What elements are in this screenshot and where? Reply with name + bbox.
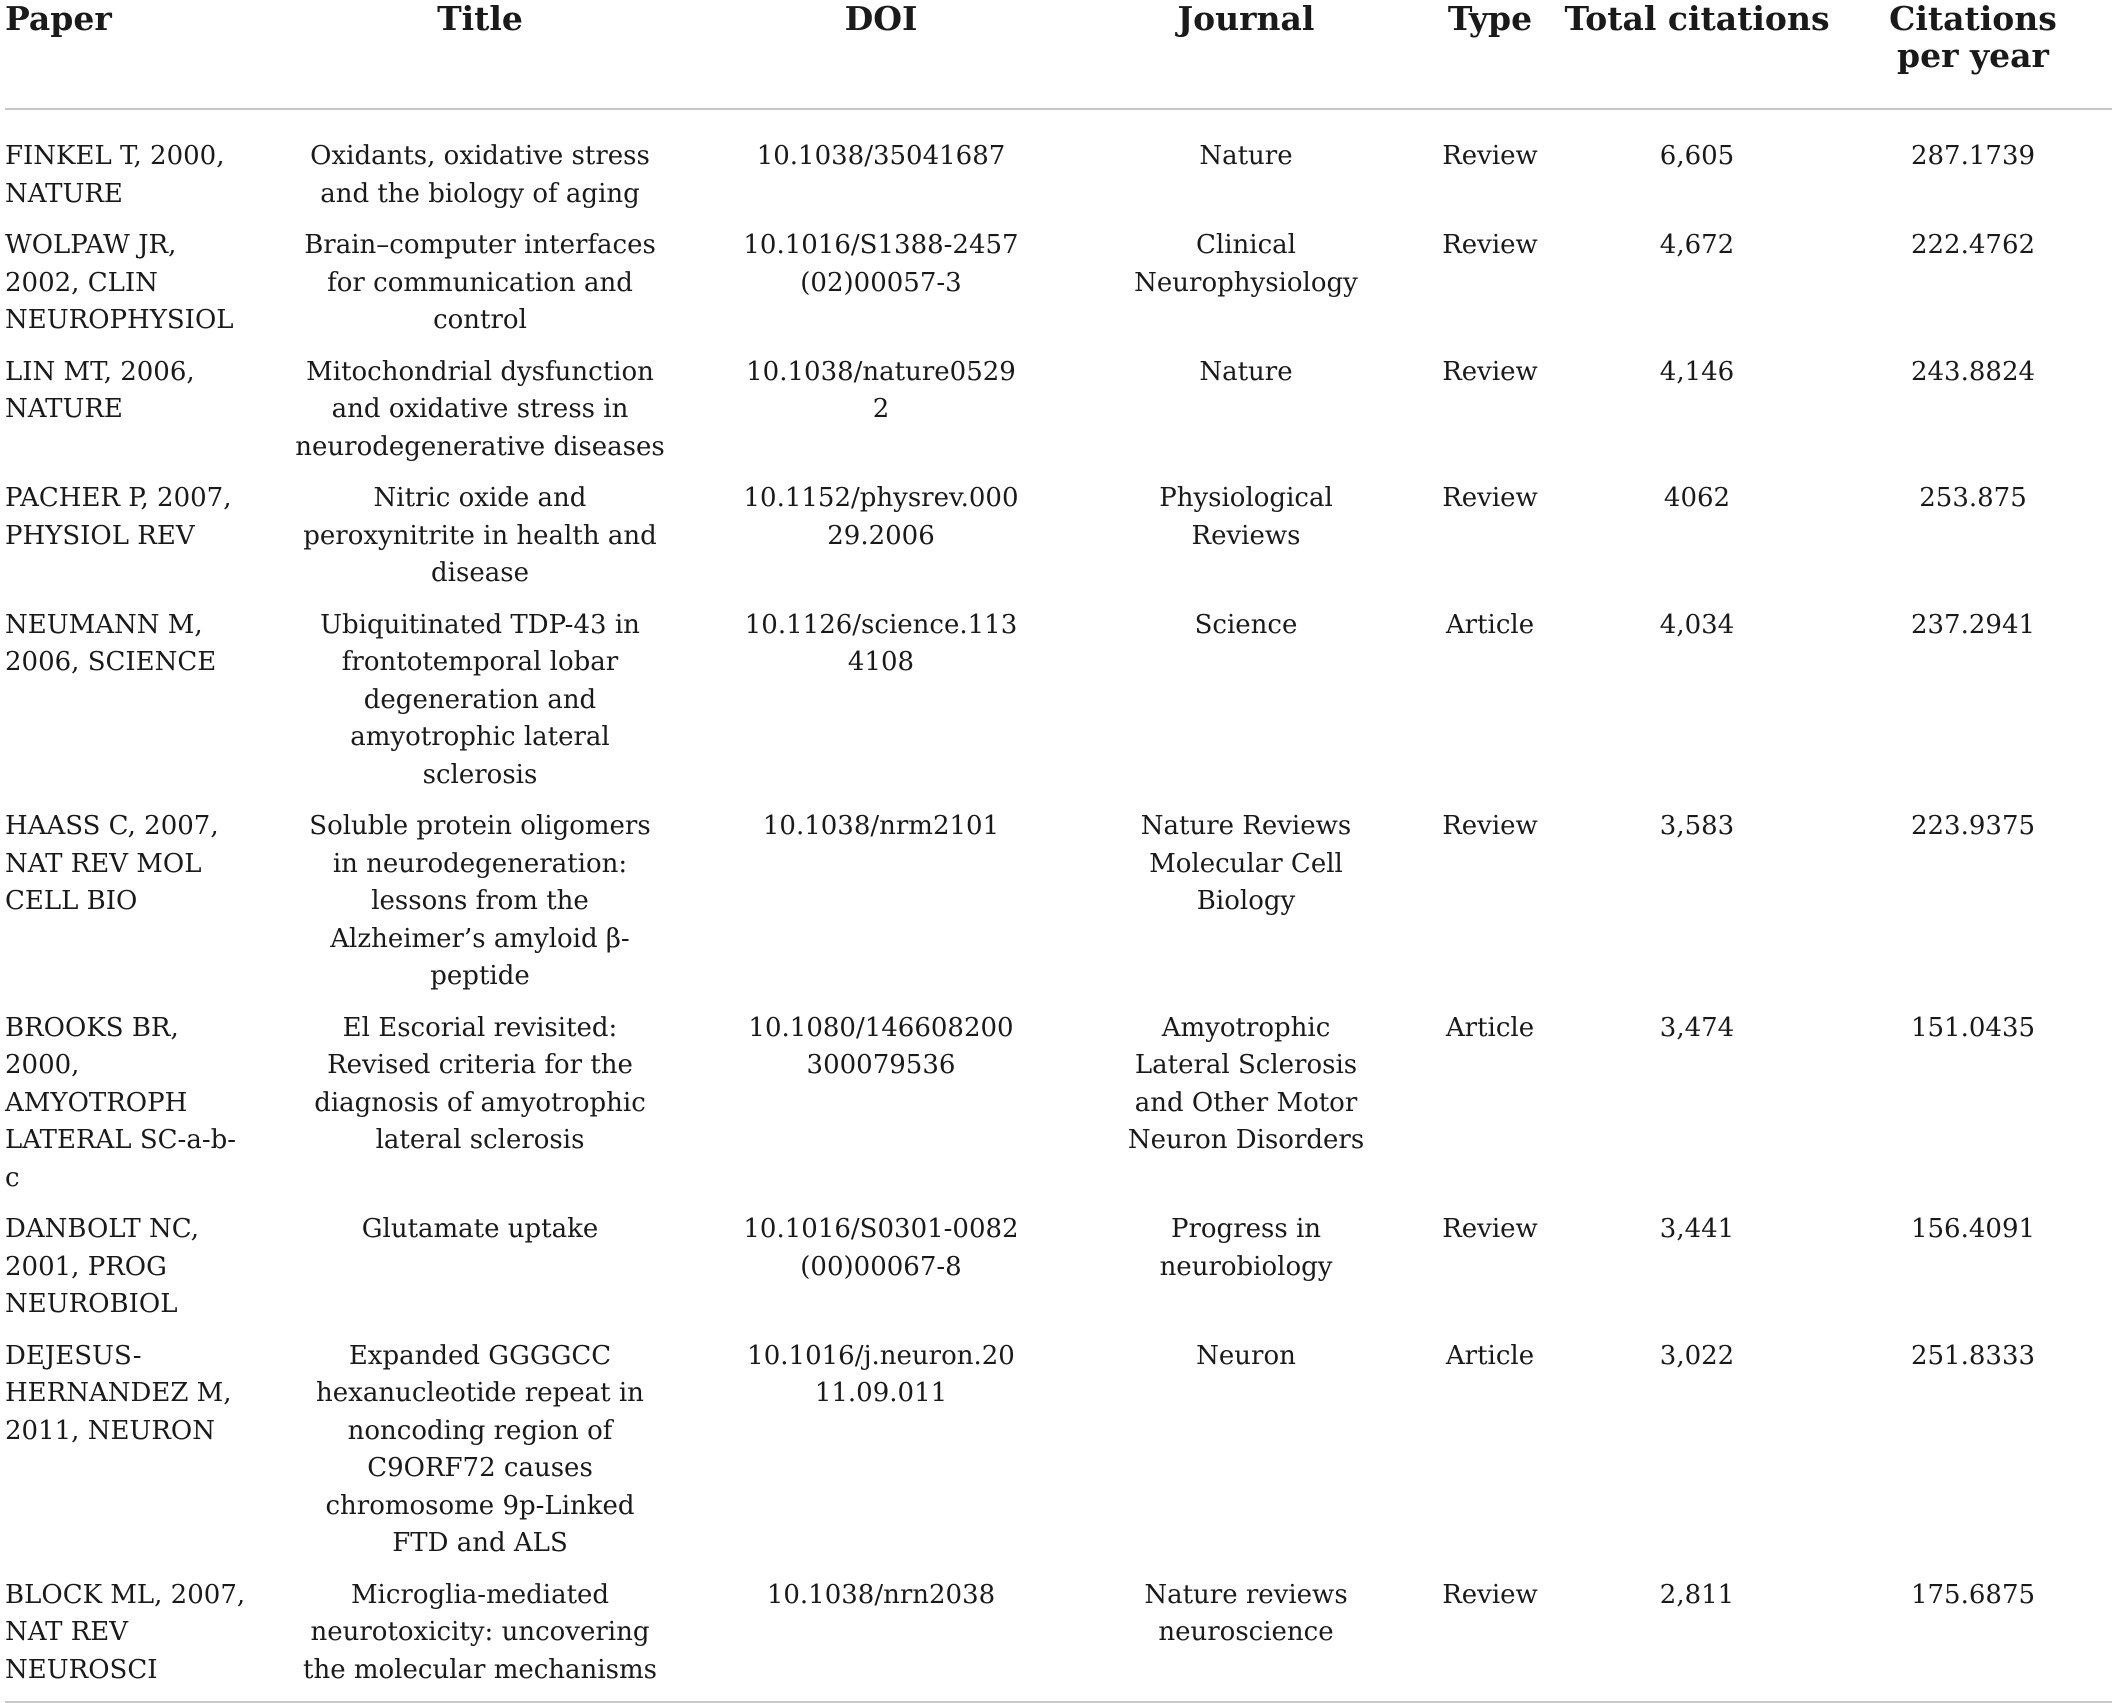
cell-title (270, 1577, 690, 1702)
cell-doi-text: 10.1016/S0301-0082(00)00067-8 (743, 1214, 1019, 1282)
cell-citations-per-year-text: 243.8824 (1910, 356, 2036, 387)
cell-total-citations (1560, 354, 1834, 481)
cell-citations-per-year-text: 223.9375 (1910, 811, 2036, 841)
cell-citations-per-year-text: 222.4762 (1910, 230, 2036, 260)
cell-journal-text: Nature (1199, 141, 1293, 171)
cell-paper-text: DANBOLT NC, 2001, PROG NEUROBIOL (5, 1214, 200, 1319)
cell-title (270, 480, 690, 607)
cell-journal (1072, 1577, 1420, 1702)
cell-citations-per-year-text: 253.875 (1919, 483, 2027, 513)
cell-type-text: Article (1445, 609, 1535, 640)
cell-total-citations-text: 3,022 (1659, 1340, 1735, 1371)
cell-journal-text: Nature Reviews Molecular Cell Biology (1140, 811, 1352, 916)
cell-total-citations (1560, 1010, 1834, 1212)
cell-doi (690, 354, 1072, 481)
cell-type (1420, 1010, 1560, 1212)
cell-doi-text: 10.1152/physrev.00029.2006 (743, 483, 1019, 551)
cell-doi (690, 480, 1072, 607)
table-row (5, 1010, 2112, 1212)
cell-total-citations-text: 4,672 (1659, 230, 1735, 260)
cell-total-citations-text: 4,146 (1659, 356, 1735, 387)
cell-total-citations-text: 4,034 (1659, 609, 1735, 640)
cell-title-text: Ubiquitinated TDP-43 in frontotemporal lobar degeneration and amyotrophic lateral sclerosis (320, 609, 640, 790)
cell-type (1420, 480, 1560, 607)
cell-type-text: Review (1442, 356, 1538, 387)
table-row (5, 1211, 2112, 1338)
cell-doi (690, 227, 1072, 354)
cell-citations-per-year (1834, 1577, 2112, 1702)
cell-journal (1072, 109, 1420, 227)
cell-type (1420, 227, 1560, 354)
table-row (5, 109, 2112, 227)
cell-title-text: Mitochondrial dysfunction and oxidative stress in neurodegenerative diseases (295, 356, 665, 462)
cell-type (1420, 109, 1560, 227)
header-total-citations: Total citations (1560, 0, 1834, 109)
cell-journal-text: Nature reviews neuroscience (1144, 1579, 1348, 1647)
table-row (5, 480, 2112, 607)
cell-doi (690, 1211, 1072, 1338)
cell-type (1420, 1577, 1560, 1702)
cell-total-citations (1560, 808, 1834, 1010)
cell-paper (5, 1577, 270, 1702)
cell-doi (690, 607, 1072, 809)
cell-title (270, 227, 690, 354)
cell-total-citations-text: 3,441 (1659, 1214, 1735, 1244)
cell-citations-per-year (1834, 480, 2112, 607)
header-citations-per-year (1834, 0, 2112, 109)
cell-paper-text: WOLPAW JR, 2002, CLIN NEUROPHYSIOL (5, 230, 234, 335)
cell-total-citations-text: 3,474 (1659, 1012, 1735, 1043)
cell-paper-text: BROOKS BR, 2000, AMYOTROPH LATERAL SC-a-b-c (5, 1012, 237, 1193)
cell-total-citations-text: 4062 (1663, 483, 1731, 513)
cell-type-text: Review (1442, 811, 1538, 841)
cell-doi-text: 10.1038/nrn2038 (766, 1579, 996, 1610)
cell-title-text: Expanded GGGGCC hexanucleotide repeat in noncoding region of C9ORF72 causes chromosome 9p-Linked FTD and ALS (316, 1340, 644, 1558)
cell-paper (5, 1211, 270, 1338)
table-row (5, 354, 2112, 481)
cell-journal-text: Nature (1199, 356, 1293, 387)
cell-total-citations (1560, 109, 1834, 227)
cell-paper (5, 354, 270, 481)
table-row (5, 227, 2112, 354)
cell-paper-text: NEUMANN M, 2006, SCIENCE (5, 609, 217, 677)
cell-doi (690, 1010, 1072, 1212)
cell-type-text: Article (1445, 1012, 1535, 1043)
cell-paper (5, 480, 270, 607)
cell-type (1420, 1211, 1560, 1338)
cell-type-text: Article (1445, 1340, 1535, 1371)
cell-paper (5, 1010, 270, 1212)
cell-journal (1072, 1010, 1420, 1212)
table-row (5, 1577, 2112, 1702)
cell-type (1420, 1338, 1560, 1577)
cell-journal (1072, 1211, 1420, 1338)
cell-paper-text: LIN MT, 2006, NATURE (5, 356, 195, 424)
cell-title (270, 607, 690, 809)
cell-doi-text: 10.1016/j.neuron.2011.09.011 (747, 1340, 1015, 1408)
table-header (5, 0, 2112, 109)
cell-title-text: El Escorial revisited: Revised criteria for the diagnosis of amyotrophic lateral sclerosis (314, 1012, 646, 1155)
cell-doi-text: 10.1080/146608200300079536 (748, 1012, 1014, 1080)
cell-title-text: Brain–computer interfaces for communication and control (304, 230, 656, 335)
cell-journal-text: Physiological Reviews (1159, 483, 1333, 551)
table-row (5, 808, 2112, 1010)
cell-journal (1072, 607, 1420, 809)
cell-citations-per-year-text: 175.6875 (1910, 1579, 2036, 1610)
cell-total-citations-text: 6,605 (1659, 141, 1735, 171)
table-row (5, 607, 2112, 809)
header-row (5, 0, 2112, 109)
cell-citations-per-year-text: 287.1739 (1910, 141, 2036, 171)
cell-title-text: Soluble protein oligomers in neurodegeneration: lessons from the Alzheimer’s amyloid β-peptide (309, 811, 651, 991)
table-row (5, 1338, 2112, 1577)
cell-type-text: Review (1442, 230, 1538, 260)
cell-journal (1072, 354, 1420, 481)
cell-total-citations (1560, 227, 1834, 354)
cell-title-text: Oxidants, oxidative stress and the biology of aging (310, 141, 650, 209)
cell-journal (1072, 808, 1420, 1010)
cell-total-citations (1560, 480, 1834, 607)
cell-paper-text: HAASS C, 2007, NAT REV MOL CELL BIO (5, 811, 219, 916)
cell-citations-per-year-text: 237.2941 (1910, 609, 2036, 640)
cell-title (270, 1211, 690, 1338)
cell-paper (5, 227, 270, 354)
header-title: Title (270, 0, 690, 109)
header-citations-per-year-label: Citations per year (1889, 0, 2057, 75)
cell-doi (690, 1338, 1072, 1577)
cell-title (270, 1338, 690, 1577)
cell-title (270, 808, 690, 1010)
cell-paper-text: DEJESUS-HERNANDEZ M, 2011, NEURON (5, 1340, 232, 1446)
cell-doi (690, 109, 1072, 227)
cell-citations-per-year (1834, 1010, 2112, 1212)
cell-citations-per-year-text: 156.4091 (1910, 1214, 2036, 1244)
citations-table (5, 0, 2112, 1701)
cell-journal-text: Science (1194, 609, 1298, 640)
cell-journal-text: Amyotrophic Lateral Sclerosis and Other Motor Neuron Disorders (1127, 1012, 1365, 1155)
cell-doi-text: 10.1038/nature05292 (746, 356, 1016, 424)
cell-type (1420, 607, 1560, 809)
cell-doi-text: 10.1038/35041687 (756, 141, 1006, 171)
cell-title (270, 109, 690, 227)
cell-citations-per-year-text: 251.8333 (1910, 1340, 2036, 1371)
cell-paper (5, 607, 270, 809)
cell-doi-text: 10.1126/science.1134108 (744, 609, 1018, 677)
cell-total-citations-text: 3,583 (1659, 811, 1735, 841)
cell-journal-text: Neuron (1196, 1340, 1296, 1371)
cell-type-text: Review (1442, 141, 1538, 171)
header-doi: DOI (690, 0, 1072, 109)
cell-doi-text: 10.1038/nrm2101 (762, 811, 1000, 841)
citations-table-container (5, 0, 2112, 1703)
header-type: Type (1420, 0, 1560, 109)
cell-title-text: Glutamate uptake (361, 1214, 599, 1244)
cell-doi (690, 808, 1072, 1010)
cell-total-citations (1560, 607, 1834, 809)
cell-type (1420, 808, 1560, 1010)
cell-citations-per-year (1834, 1338, 2112, 1577)
cell-paper (5, 808, 270, 1010)
cell-paper-text: BLOCK ML, 2007, NAT REV NEUROSCI (5, 1579, 246, 1685)
cell-citations-per-year-text: 151.0435 (1910, 1012, 2036, 1043)
cell-paper (5, 1338, 270, 1577)
cell-total-citations (1560, 1211, 1834, 1338)
cell-type-text: Review (1442, 483, 1538, 513)
cell-citations-per-year (1834, 109, 2112, 227)
cell-paper-text: PACHER P, 2007, PHYSIOL REV (5, 483, 232, 551)
cell-title (270, 1010, 690, 1212)
cell-citations-per-year (1834, 227, 2112, 354)
cell-journal-text: Clinical Neurophysiology (1134, 230, 1358, 298)
cell-citations-per-year (1834, 808, 2112, 1010)
header-journal: Journal (1072, 0, 1420, 109)
table-body (5, 109, 2112, 1701)
header-paper: Paper (5, 0, 270, 109)
cell-citations-per-year (1834, 607, 2112, 809)
cell-total-citations (1560, 1338, 1834, 1577)
cell-title (270, 354, 690, 481)
cell-total-citations-text: 2,811 (1659, 1579, 1735, 1610)
cell-type-text: Review (1442, 1579, 1538, 1610)
cell-type (1420, 354, 1560, 481)
cell-journal (1072, 480, 1420, 607)
cell-title-text: Microglia-mediated neurotoxicity: uncovering the molecular mechanisms (303, 1579, 657, 1685)
cell-total-citations (1560, 1577, 1834, 1702)
cell-doi-text: 10.1016/S1388-2457(02)00057-3 (743, 230, 1019, 298)
cell-title-text: Nitric oxide and peroxynitrite in health and disease (303, 483, 657, 588)
cell-journal-text: Progress in neurobiology (1159, 1214, 1333, 1282)
cell-doi (690, 1577, 1072, 1702)
cell-type-text: Review (1442, 1214, 1538, 1244)
cell-citations-per-year (1834, 354, 2112, 481)
cell-journal (1072, 1338, 1420, 1577)
cell-paper (5, 109, 270, 227)
cell-paper-text: FINKEL T, 2000, NATURE (5, 141, 225, 209)
cell-citations-per-year (1834, 1211, 2112, 1338)
cell-journal (1072, 227, 1420, 354)
